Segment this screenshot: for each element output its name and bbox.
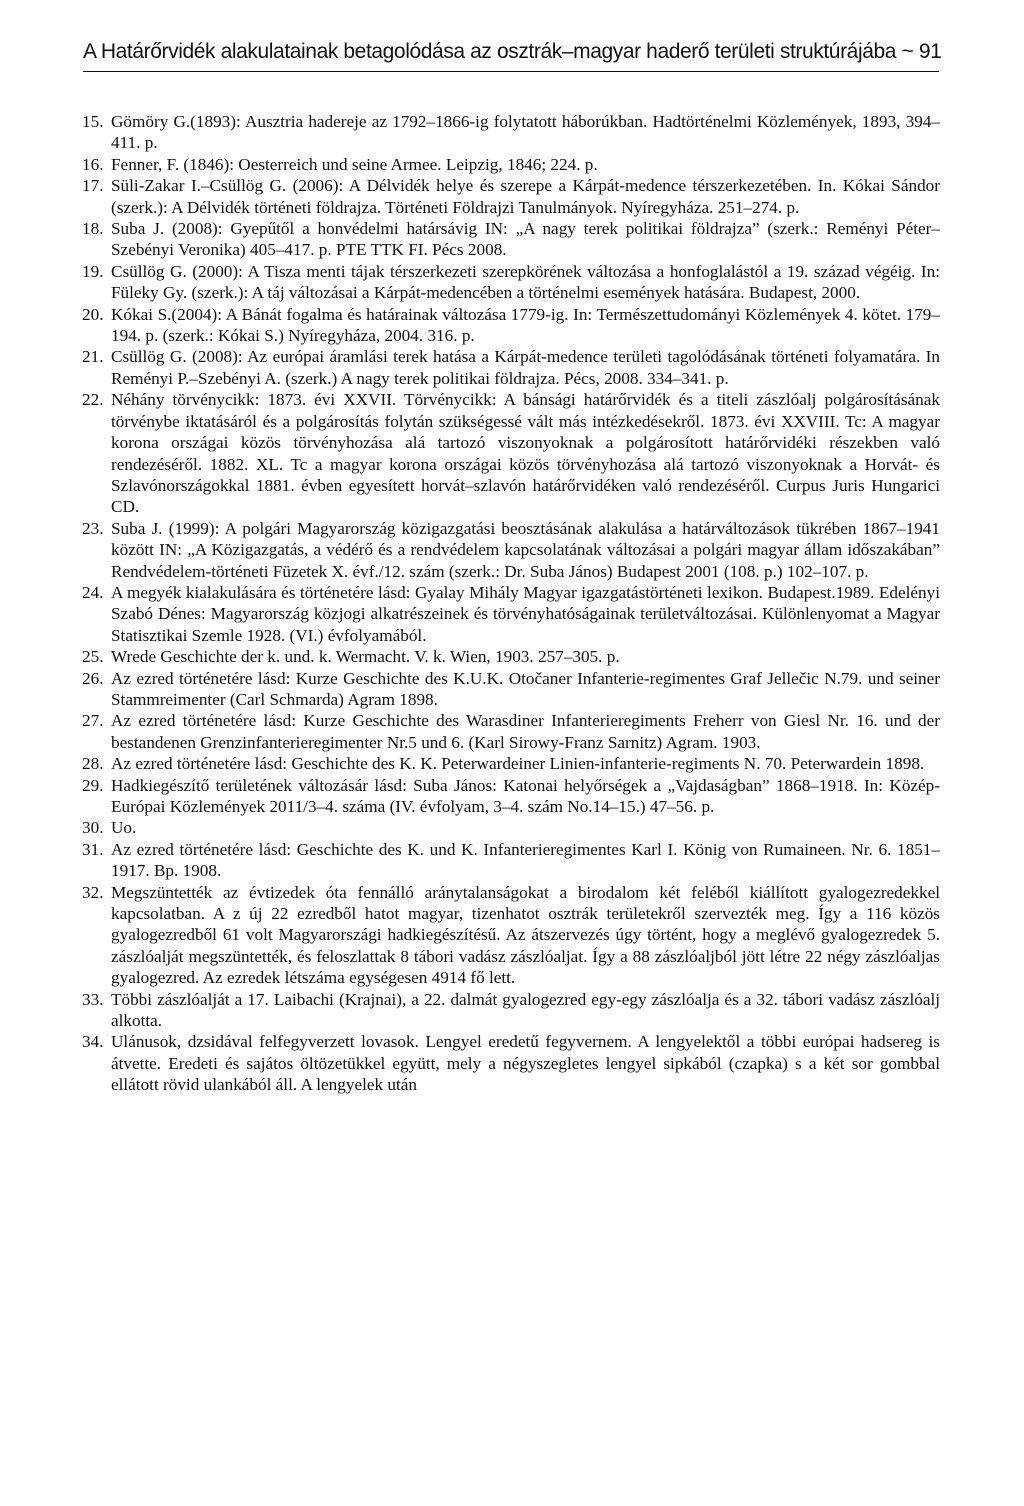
endnote-text: Az ezred történetére lásd: Kurze Geschichte des K.U.K. Otočaner Infanterie-regimentes Graf Jellečic N.79. und seiner Stammreimenter (Carl Schmarda) Agram 1898. — [111, 668, 940, 709]
endnote — [82, 775, 940, 818]
endnote-text: A megyék kialakulására és történetére lásd: Gyalay Mihály Magyar igazgatástörténeti lexikon. Budapest.1989. Edelényi Szabó Dénes: Magyarország közjogi alkatrészeinek és törvényhatóságainak területváltozásai. Különlenyomat a Magyar Statisztikai Szemle 1928. (VI.) évfolyamából. — [111, 582, 940, 645]
endnote-number: 28. — [82, 754, 104, 774]
endnote-text: Megszüntették az évtizedek óta fennálló aránytalanságokat a birodalom két feléből kiállított gyalogezredekkel kapcsolatban. A z új 22 ezredből hatot magyar, tizenhatot osztrák területekről szervezték meg. Így a 116 közös gyalogezredből 61 volt Magyarországi hadkiegészítésű. Az átszervezés úgy történt, hogy a meglévő gyalogezredek 5. zászlóalját megszüntették, és feloszlattak 8 tábori vadász zászlóaljat. Így a 88 zászlóaljból jött létre 22 négy zászlóaljas gyalogezred. Az ezredek létszáma egységesen 4914 fő lett. — [111, 882, 940, 988]
endnote — [82, 346, 940, 389]
endnote-number: 23. — [82, 518, 104, 538]
page-number: 91 — [918, 40, 942, 63]
endnote — [82, 1031, 940, 1095]
endnote-number: 18. — [82, 219, 104, 239]
endnotes-list — [82, 111, 940, 1096]
endnote-number: 32. — [82, 882, 104, 902]
endnote-text: Csüllög G. (2000): A Tisza menti tájak térszerkezeti szerepkörének változása a honfoglalástól a 19. század végéig. In: Füleky Gy. (szerk.): A táj változásai a Kárpát-medencében a történelmi események hatására. Budapest, 2000. — [111, 261, 940, 303]
running-header — [83, 38, 942, 66]
endnote-text: Az ezred történetére lásd: Geschichte des K. K. Peterwardeiner Linien-infanterie-regiments N. 70. Peterwardein 1898. — [111, 754, 925, 774]
endnote-text: Gömöry G.(1893): Ausztria hadereje az 1792–1866-ig folytatott háborúkban. Hadtörténelmi Közlemények, 1893, 394–411. p. — [111, 112, 940, 153]
endnote-text: Fenner, F. (1846): Oesterreich und seine Armee. Leipzig, 1846; 224. p. — [111, 154, 598, 174]
endnote — [82, 882, 940, 989]
endnote-text: Csüllög G. (2008): Az európai áramlási terek hatása a Kárpát-medence területi tagolódásának történeti folyamatára. In Reményi P.–Szebényi A. (szerk.) A nagy terek politikai földrajza. Pécs, 2008. 334–341. p. — [111, 347, 940, 388]
endnote — [82, 668, 940, 711]
endnote-text: Kókai S.(2004): A Bánát fogalma és határainak változása 1779-ig. In: Természettudományi Közlemények 4. kötet. 179–194. p. (szerk.: Kókai S.) Nyíregyháza, 2004. 316. p. — [111, 304, 940, 346]
endnote — [82, 989, 940, 1032]
endnote-number: 24. — [82, 582, 104, 602]
endnote-text: Suba J. (1999): A polgári Magyarország közigazgatási beosztásának alakulása a határváltozások tükrében 1867–1941 között IN: „A Közigazgatás, a védérő és a rendvédelem kapcsolatának változásai a polgári magyar állam időszakában” Rendvédelem-történeti Füzetek X. évf./12. szám (szerk.: Dr. Suba János) Budapest 2001 (108. p.) 102–107. p. — [111, 518, 940, 581]
endnote-text: Ulánusok, dzsidával felfegyverzett lovasok. Lengyel eredetű fegyvernem. A lengyelektől a többi európai hadsereg is átvette. Eredeti és sajátos öltözetükkel együtt, mely a négyszegletes lengyel sipkából (czapka) s a két sor gombbal ellátott rövid ulankából áll. A lengyelek után — [111, 1032, 940, 1095]
title-page-separator: ~ — [901, 40, 914, 63]
endnote — [82, 710, 940, 753]
endnote-text: Wrede Geschichte der k. und. k. Wermacht. V. k. Wien, 1903. 257–305. p. — [111, 647, 620, 667]
endnote-text: Az ezred történetére lásd: Geschichte des K. und K. Infanterieregimentes Karl I. König von Rumaineen. Nr. 6. 1851–1917. Bp. 1908. — [111, 839, 940, 881]
endnote-number: 34. — [82, 1032, 104, 1052]
endnote — [82, 261, 940, 304]
endnote — [82, 175, 940, 218]
endnote — [82, 304, 940, 347]
endnote-number: 29. — [82, 775, 104, 795]
endnote-text: Az ezred történetére lásd: Kurze Geschichte des Warasdiner Infanterieregiments Freherr von Giesl Nr. 16. und der bestandenen Grenzinfanterieregimenter Nr.5 und 6. (Karl Sirowy-Franz Sarnitz) Agram. 1903. — [111, 711, 940, 752]
endnote-number: 27. — [82, 711, 104, 731]
endnote — [82, 389, 940, 517]
endnote — [82, 753, 940, 774]
endnote — [82, 646, 940, 667]
endnote — [82, 582, 940, 646]
header-rule — [83, 71, 939, 72]
endnote-number: 17. — [82, 176, 104, 196]
endnote-number: 33. — [82, 989, 104, 1009]
endnote-text: Néhány törvénycikk: 1873. évi XXVII. Törvénycikk: A bánsági határőrvidék és a titeli zászlóalj polgárosításának törvénybe iktatásáról és a polgárosítás folytán szükségessé vált más intézkedésekről. 1873. évi XXVIII. Tc: A magyar korona országai közös törvényhozása alá tartozó viszonyoknak a polgárosított határőrvidéki részekben való rendezéséről. 1882. XL. Tc a magyar korona országai közös törvényhozása alá tartozó viszonyoknak a Horvát- és Szlavónországokkal 1881. évben egyesített horvát–szlavón határőrvidéken való rendezéséről. Curpus Juris Hungarici CD. — [111, 390, 940, 517]
endnote-text: Többi zászlóalját a 17. Laibachi (Krajnai), a 22. dalmát gyalogezred egy-egy zászlóalja és a 32. tábori vadász zászlóalj alkotta. — [111, 989, 940, 1031]
endnote-number: 19. — [82, 261, 104, 281]
endnote — [82, 839, 940, 882]
endnote-number: 15. — [82, 112, 104, 131]
endnote — [82, 817, 940, 838]
endnote-number: 30. — [82, 818, 104, 838]
endnote-text: Süli-Zakar I.–Csüllög G. (2006): A Délvidék helye és szerepe a Kárpát-medence térszerkezetében. In. Kókai Sándor (szerk.): A Délvidék történeti földrajza. Történeti Földrajzi Tanulmányok. Nyíregyháza. 251–274. p. — [111, 176, 940, 217]
endnote-number: 25. — [82, 647, 104, 667]
endnote-number: 22. — [82, 390, 104, 410]
endnote — [82, 154, 940, 175]
endnote-number: 16. — [82, 154, 104, 174]
endnote — [82, 518, 940, 582]
endnote-text: Suba J. (2008): Gyepűtől a honvédelmi határsávig IN: „A nagy terek politikai földrajza” (szerk.: Reményi Péter–Szebényi Veronika) 405–417. p. PTE TTK FI. Pécs 2008. — [111, 219, 940, 260]
endnote-number: 26. — [82, 668, 104, 688]
endnote-number: 31. — [82, 839, 104, 859]
endnote — [82, 111, 940, 154]
endnote-number: 21. — [82, 347, 104, 367]
endnote-number: 20. — [82, 304, 104, 324]
endnote — [82, 218, 940, 261]
running-title: A Határőrvidék alakulatainak betagolódása az osztrák–magyar haderő területi struktúrájába — [83, 40, 897, 63]
endnote-text: Hadkiegészítő területének változásár lásd: Suba János: Katonai helyőrségek a „Vajdaságban” 1868–1918. In: Közép-Európai Közlemények 2011/3–4. száma (IV. évfolyam, 3–4. szám No.14–15.) 47–56. p. — [111, 775, 940, 816]
endnote-text: Uo. — [111, 818, 137, 838]
